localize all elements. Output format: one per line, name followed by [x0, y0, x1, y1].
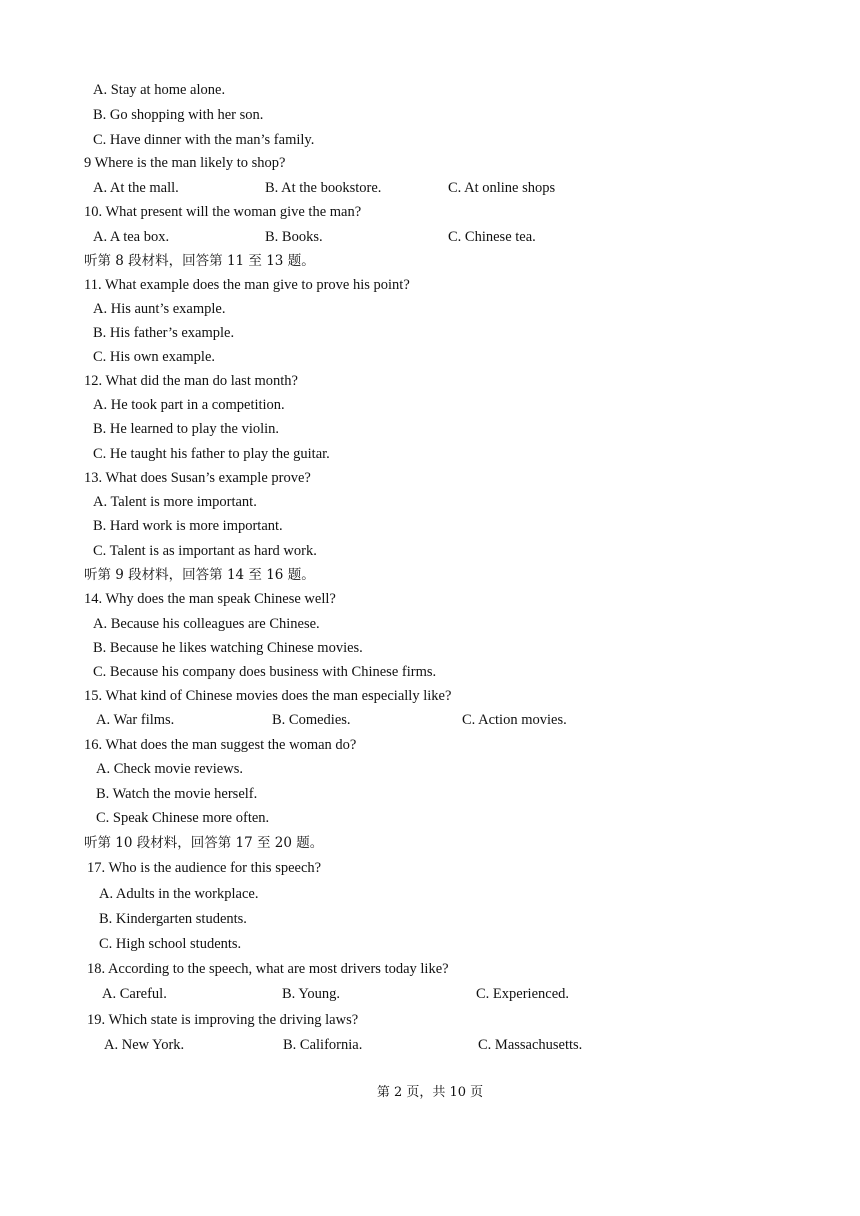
answer-option: B. Comedies.	[272, 712, 351, 728]
answer-option: A. At the mall.	[93, 180, 179, 196]
question-text: 9 Where is the man likely to shop?	[84, 155, 286, 171]
answer-option: A. A tea box.	[93, 229, 170, 245]
answer-option: A. His aunt’s example.	[93, 301, 226, 317]
answer-option: C. Have dinner with the man’s family.	[93, 132, 315, 148]
answer-option: C. Chinese tea.	[448, 229, 536, 245]
answer-option: B. Books.	[265, 229, 323, 245]
question-text: 12. What did the man do last month?	[84, 373, 298, 389]
section-instruction: 听第 9 段材料，回答第 14 至 16 题。	[84, 567, 315, 583]
answer-option: B. Because he likes watching Chinese movies.	[93, 640, 363, 656]
answer-option: B. He learned to play the violin.	[93, 421, 280, 437]
answer-option: A. Careful.	[102, 986, 167, 1002]
answer-option: C. Experienced.	[476, 986, 570, 1002]
answer-option: B. At the bookstore.	[265, 180, 382, 196]
answer-option: B. Watch the movie herself.	[96, 786, 258, 802]
question-text: 15. What kind of Chinese movies does the man especially like?	[84, 688, 452, 704]
section-instruction: 听第 8 段材料，回答第 11 至 13 题。	[84, 253, 315, 269]
answer-option: A. Stay at home alone.	[93, 82, 226, 98]
answer-option: A. New York.	[104, 1037, 185, 1053]
answer-option: A. Talent is more important.	[93, 494, 257, 510]
answer-option: B. Go shopping with her son.	[93, 107, 264, 123]
answer-option: C. Because his company does business with Chinese firms.	[93, 664, 437, 680]
answer-option: A. Because his colleagues are Chinese.	[93, 616, 320, 632]
answer-option: B. His father’s example.	[93, 325, 235, 341]
answer-option: C. Action movies.	[462, 712, 567, 728]
answer-option: B. Hard work is more important.	[93, 518, 283, 534]
answer-option: B. Young.	[282, 986, 341, 1002]
answer-option: C. He taught his father to play the guitar.	[93, 446, 330, 462]
answer-option: B. California.	[283, 1037, 363, 1053]
question-text: 11. What example does the man give to prove his point?	[84, 277, 410, 293]
question-text: 10. What present will the woman give the man?	[84, 204, 362, 220]
answer-option: C. Speak Chinese more often.	[96, 810, 270, 826]
answer-option: B. Kindergarten students.	[99, 911, 247, 927]
answer-option: C. At online shops	[448, 180, 556, 196]
answer-option: C. Talent is as important as hard work.	[93, 543, 317, 559]
answer-option: C. His own example.	[93, 349, 216, 365]
section-instruction: 听第 10 段材料，回答第 17 至 20 题。	[84, 835, 324, 851]
answer-option: A. He took part in a competition.	[93, 397, 285, 413]
question-text: 18. According to the speech, what are most drivers today like?	[87, 961, 449, 977]
answer-option: A. Adults in the workplace.	[99, 886, 259, 902]
question-text: 17. Who is the audience for this speech?	[87, 860, 322, 876]
answer-option: A. Check movie reviews.	[96, 761, 243, 777]
question-text: 19. Which state is improving the driving laws?	[87, 1012, 359, 1028]
answer-option: C. High school students.	[99, 936, 242, 952]
page-footer: 第 2 页，共 10 页	[376, 1085, 484, 1100]
answer-option: C. Massachusetts.	[478, 1037, 583, 1053]
answer-option: A. War films.	[96, 712, 175, 728]
question-text: 16. What does the man suggest the woman do?	[84, 737, 357, 753]
question-text: 13. What does Susan’s example prove?	[84, 470, 311, 486]
question-text: 14. Why does the man speak Chinese well?	[84, 591, 336, 607]
